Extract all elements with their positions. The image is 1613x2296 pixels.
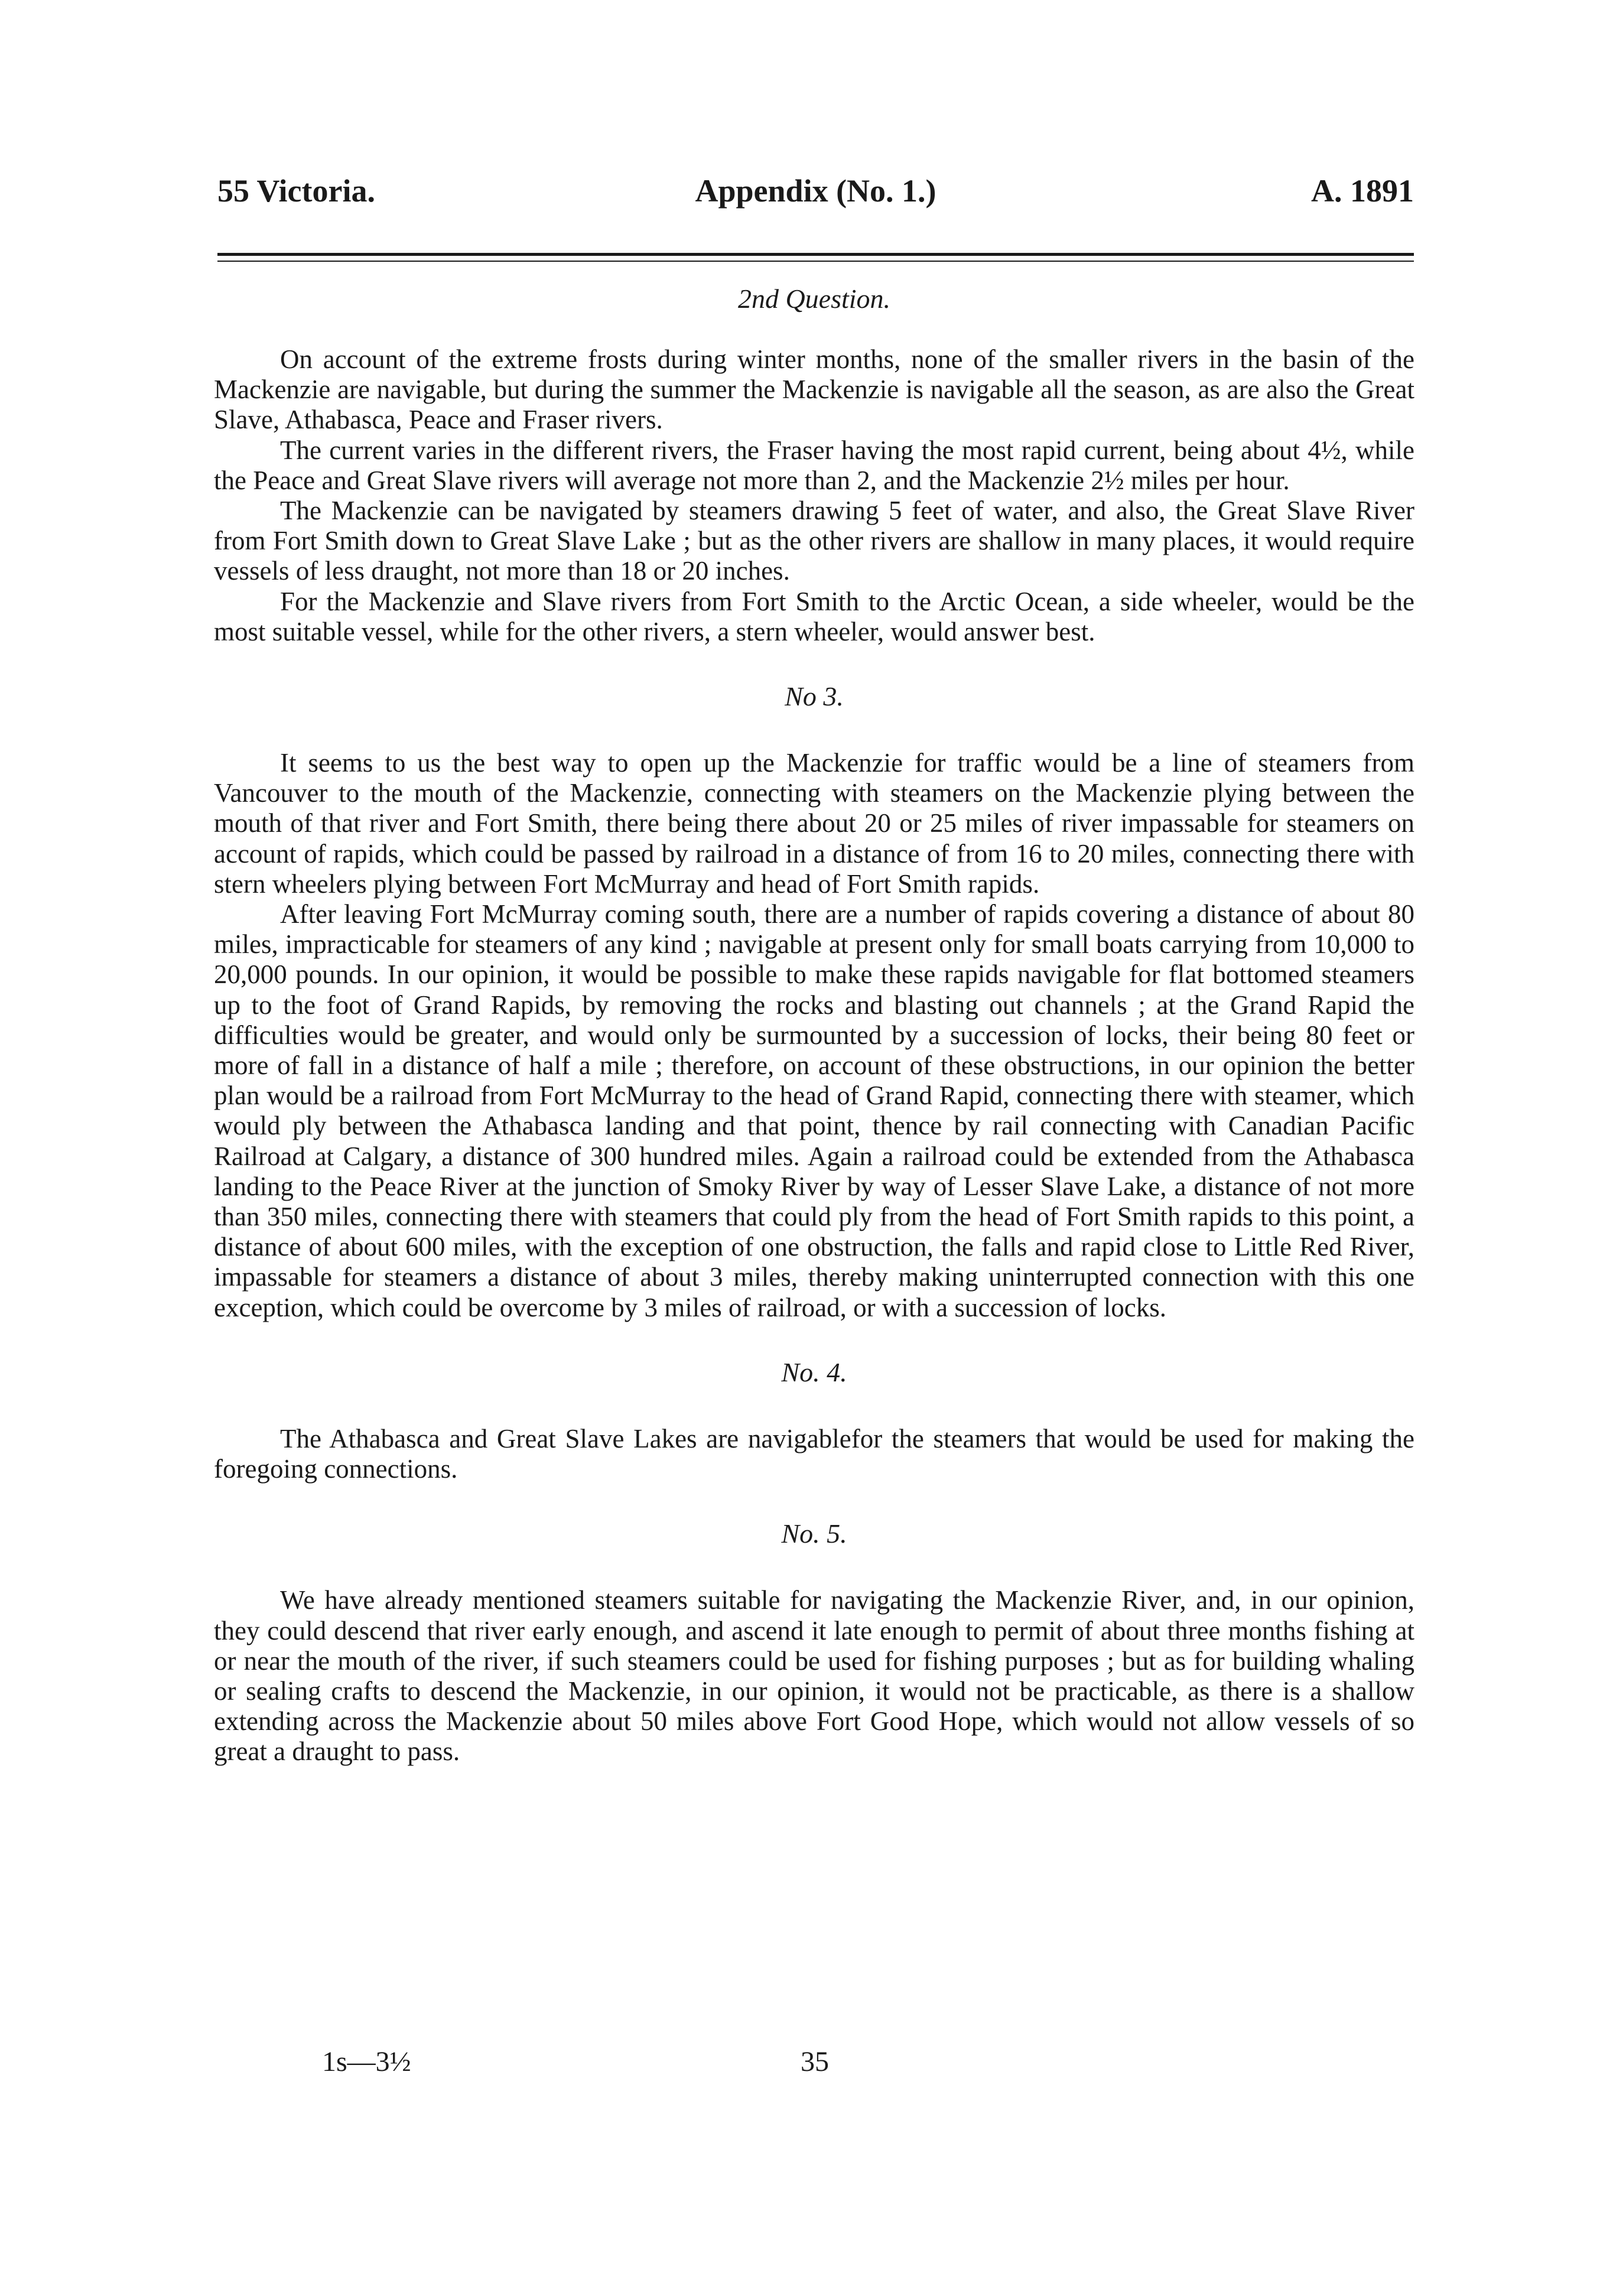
paragraph: After leaving Fort McMurray coming south, there are a number of rapids covering a distance of about 80 miles, impracticable for steamers of any kind ; navigable at present only for small boats carrying from 10,000 to 20,000 pounds. In our opinion, it would be possible to make these rapids navigable for flat bottomed steamers up to the foot of Grand Rapids, by removing the rocks and blasting out channels ; at the Grand Rapid the difficulties would be greater, and would only be surmounted by a succession of locks, their being 80 feet or more of fall in a distance of half a mile ; therefore, on account of these obstructions, in our opinion the better plan would be a railroad from Fort McMurray to the head of Grand Rapid, connecting there with steamer, which would ply between the Athabasca landing and that point, thence by rail connecting with Canadian Pacific Railroad at Calgary, a distance of 300 hundred miles. Again a railroad could be extended from the Athabasca landing to the Peace River at the junction of Smoky River by way of Lesser Slave Lake, a distance of not more than 350 miles, connecting there with steamers that could ply from the head of Fort Smith rapids to this point, a distance of about 600 miles, with the exception of one obstruction, the falls and rapid close to Little Red River, impassable for steamers a distance of about 3 miles, thereby making uninterrupted connection with this one exception, which could be overcome by 3 miles of railroad, or with a succession of locks. [214, 899, 1414, 1322]
paragraph: On account of the extreme frosts during winter months, none of the smaller rivers in the basin of the Mackenzie are navigable, but during the summer the Mackenzie is navigable all the season, as are also the Great Slave, Athabasca, Peace and Fraser rivers. [214, 344, 1414, 435]
paragraph: It seems to us the best way to open up the Mackenzie for traffic would be a line of steamers from Vancouver to the mouth of the Mackenzie, connecting with steamers on the Mackenzie plying between the mouth of that river and Fort Smith, there being there about 20 or 25 miles of river impassable for steamers on account of rapids, which could be passed by railroad in a distance of from 16 to 20 miles, connecting there with stern wheelers plying between Fort McMurray and head of Fort Smith rapids. [214, 748, 1414, 899]
header-rule-thin [217, 261, 1414, 262]
paragraph: The Mackenzie can be navigated by steamers drawing 5 feet of water, and also, the Great Slave River from Fort Smith down to Great Slave Lake ; but as the other rivers are shallow in many places, it would require vessels of less draught, not more than 18 or 20 inches. [214, 496, 1414, 586]
page-number: 35 [801, 2046, 829, 2077]
running-header [217, 173, 1414, 226]
section-heading-2nd-question: 2nd Question. [737, 284, 891, 314]
year-label: A. 1891 [1311, 173, 1414, 209]
printer-signature-mark: 1s—3½ [322, 2046, 411, 2077]
section-heading-no-5: No. 5. [781, 1518, 847, 1549]
section-heading-no-4: No. 4. [781, 1357, 847, 1387]
appendix-label: Appendix (No. 1.) [695, 173, 936, 209]
paragraph: We have already mentioned steamers suitable for navigating the Mackenzie River, and, in our opinion, they could descend that river early enough, and ascend it late enough to permit of about three months fishing at or near the mouth of the river, if such steamers could be used for fishing purposes ; but as for building whaling or sealing crafts to descend the Mackenzie, in our opinion, it would not be practicable, as there is a shallow extending across the Mackenzie about 50 miles above Fort Good Hope, which would not allow vessels of so great a draught to pass. [214, 1585, 1414, 1767]
paragraph: The current varies in the different rivers, the Fraser having the most rapid current, being about 4½, while the Peace and Great Slave rivers will average not more than 2, and the Mackenzie 2½ miles per hour. [214, 435, 1414, 495]
section-heading-no-3: No 3. [785, 681, 844, 712]
paragraph: For the Mackenzie and Slave rivers from Fort Smith to the Arctic Ocean, a side wheeler, would be the most suitable vessel, while for the other rivers, a stern wheeler, would answer best. [214, 586, 1414, 646]
paragraph: The Athabasca and Great Slave Lakes are navigablefor the steamers that would be used for making the foregoing connections. [214, 1423, 1414, 1484]
session-label: 55 Victoria. [217, 173, 375, 209]
header-rule-thick [217, 253, 1414, 256]
page-body [214, 284, 1414, 1767]
